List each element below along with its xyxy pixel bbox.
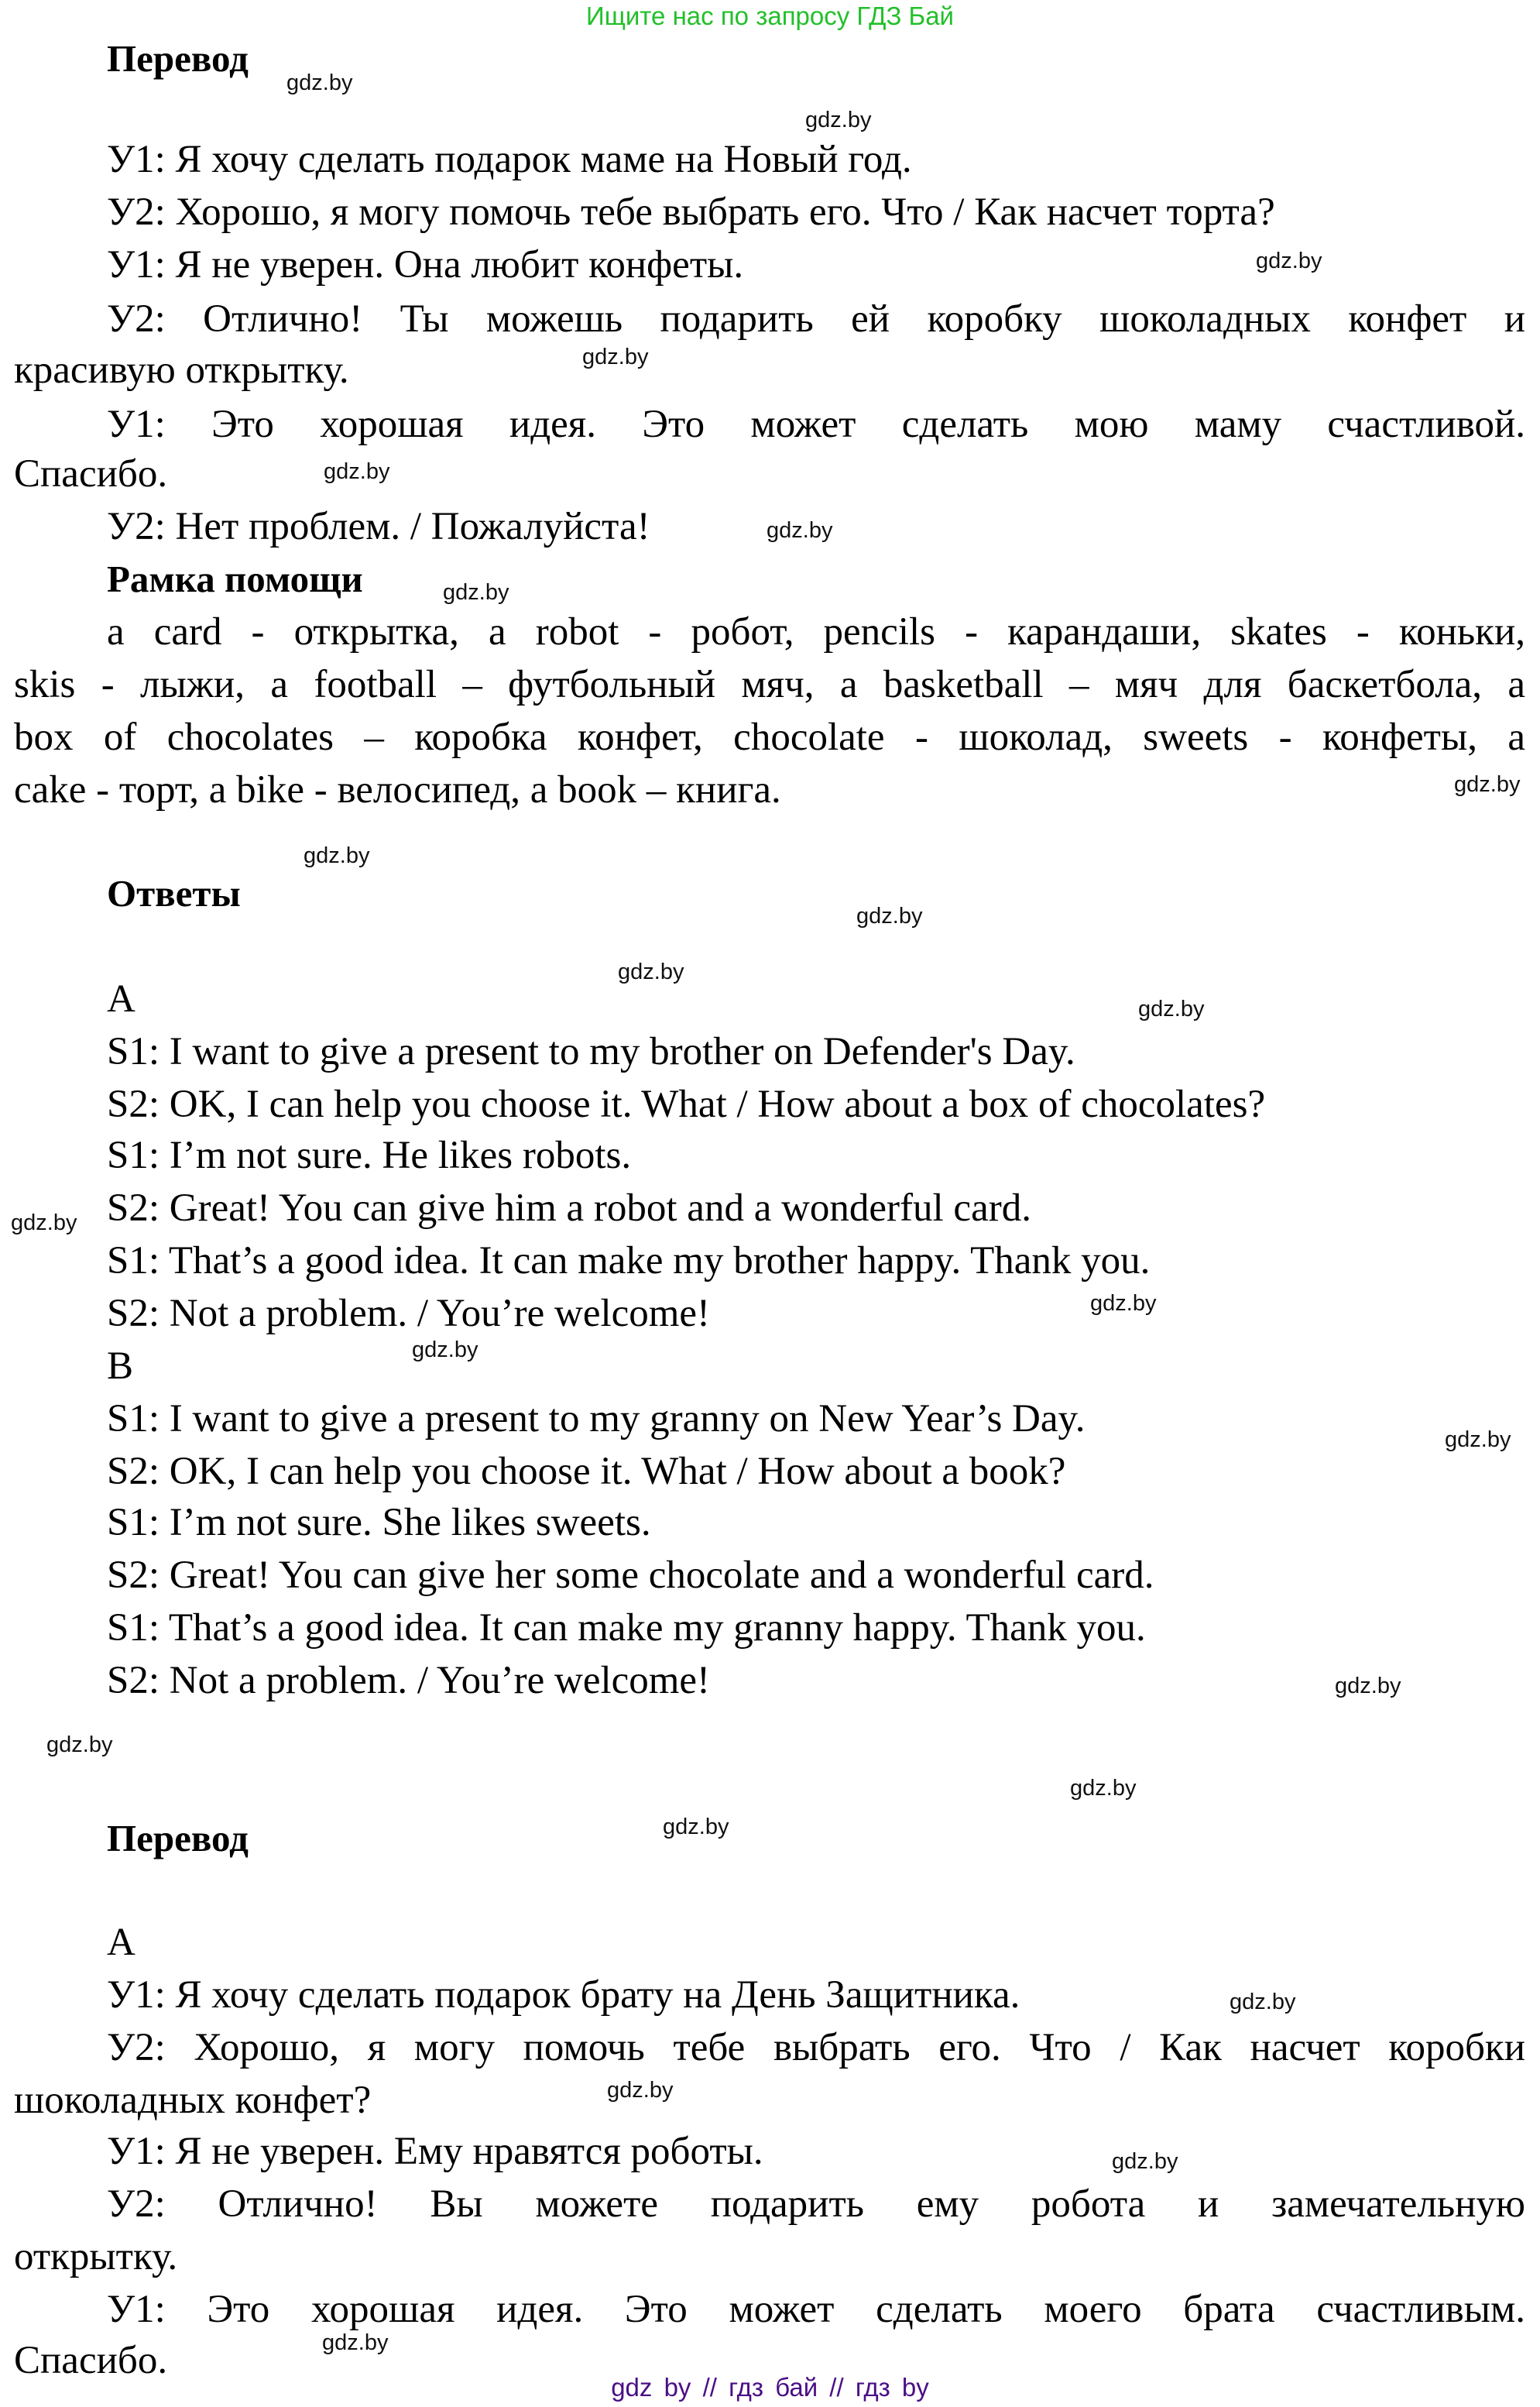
- watermark: gdz.by: [11, 1210, 77, 1235]
- answer-line: S2: Great! You can give her some chocolate and a wonderful card.: [107, 1554, 1154, 1597]
- watermark: gdz.by: [582, 345, 649, 369]
- section-heading-translation: Перевод: [107, 1817, 249, 1859]
- section-heading-answers: Ответы: [107, 872, 241, 915]
- answer-line: S2: Not a problem. / You’re welcome!: [107, 1659, 711, 1702]
- answer-line: S2: Great! You can give him a robot and a wonderful card.: [107, 1186, 1031, 1230]
- answer-line: S1: I want to give a present to my brother on Defender's Day.: [107, 1030, 1075, 1073]
- section-heading-translation: Перевод: [107, 37, 249, 80]
- vocab-line: box of chocolates – коробка конфет, chocolate - шоколад, sweets - конфеты, a: [14, 716, 1525, 759]
- watermark: gdz.by: [1138, 997, 1205, 1022]
- watermark: gdz.by: [1335, 1674, 1401, 1698]
- variant-label: A: [107, 1921, 135, 1964]
- watermark: gdz.by: [1454, 772, 1521, 797]
- watermark: gdz.by: [805, 108, 872, 132]
- watermark: gdz.by: [1112, 2149, 1178, 2174]
- watermark: gdz.by: [1256, 249, 1322, 273]
- watermark: gdz.by: [618, 960, 684, 984]
- dialogue-line: У2: Хорошо, я могу помочь тебе выбрать его. Что / Как насчет коробки: [107, 2026, 1525, 2069]
- dialogue-line-continuation: Спасибо.: [14, 2339, 168, 2382]
- section-heading-help-box: Рамка помощи: [107, 558, 363, 600]
- answer-line: S2: OK, I can help you choose it. What / How about a box of chocolates?: [107, 1083, 1266, 1126]
- watermark: gdz.by: [412, 1337, 478, 1362]
- watermark: gdz.by: [1445, 1427, 1511, 1452]
- dialogue-line: У1: Я хочу сделать подарок маме на Новый год.: [107, 138, 912, 181]
- dialogue-line: У2: Нет проблем. / Пожалуйста!: [107, 505, 650, 548]
- dialogue-line: У2: Отлично! Ты можешь подарить ей коробку шоколадных конфет и: [107, 297, 1525, 341]
- search-banner: Ищите нас по запросу ГДЗ Бай: [586, 2, 954, 30]
- dialogue-line: У1: Я не уверен. Она любит конфеты.: [107, 243, 744, 287]
- watermark: gdz.by: [286, 70, 353, 95]
- watermark: gdz.by: [324, 459, 390, 484]
- watermark: gdz.by: [856, 904, 923, 929]
- dialogue-line: У1: Я не уверен. Ему нравятся роботы.: [107, 2130, 763, 2173]
- answer-line: S1: I want to give a present to my granny on New Year’s Day.: [107, 1397, 1086, 1440]
- dialogue-line-continuation: шоколадных конфет?: [14, 2079, 372, 2122]
- dialogue-line-continuation: красивую открытку.: [14, 349, 349, 392]
- answer-line: S1: I’m not sure. She likes sweets.: [107, 1501, 651, 1544]
- dialogue-line: У1: Это хорошая идея. Это может сделать моего брата счастливым.: [107, 2288, 1525, 2331]
- answer-line: S2: OK, I can help you choose it. What / How about a book?: [107, 1450, 1066, 1493]
- vocab-line: a card - открытка, a robot - робот, pencils - карандаши, skates - коньки,: [107, 610, 1525, 654]
- answer-line: S1: I’m not sure. He likes robots.: [107, 1134, 632, 1177]
- watermark: gdz.by: [767, 518, 833, 543]
- watermark: gdz.by: [1090, 1291, 1157, 1316]
- watermark: gdz.by: [1230, 1990, 1296, 2014]
- dialogue-line-continuation: открытку.: [14, 2235, 178, 2278]
- answer-line: S1: That’s a good idea. It can make my granny happy. Thank you.: [107, 1606, 1146, 1650]
- dialogue-line: У1: Это хорошая идея. Это может сделать мою маму счастливой.: [107, 403, 1525, 446]
- dialogue-line-continuation: Спасибо.: [14, 452, 168, 496]
- watermark: gdz.by: [1070, 1776, 1137, 1801]
- vocab-line: cake - торт, a bike - велосипед, a book – книга.: [14, 768, 781, 812]
- dialogue-line: У2: Отлично! Вы можете подарить ему робота и замечательную: [107, 2182, 1525, 2226]
- watermark: gdz.by: [663, 1815, 729, 1839]
- watermark: gdz.by: [443, 580, 509, 605]
- answer-line: S2: Not a problem. / You’re welcome!: [107, 1292, 711, 1335]
- watermark: gdz.by: [46, 1732, 113, 1757]
- watermark: gdz.by: [607, 2078, 674, 2103]
- variant-label: A: [107, 977, 135, 1021]
- watermark: gdz.by: [322, 2330, 389, 2355]
- watermark: gdz.by: [304, 843, 370, 868]
- vocab-line: skis - лыжи, a football – футбольный мяч, a basketball – мяч для баскетбола, a: [14, 663, 1525, 706]
- dialogue-line: У2: Хорошо, я могу помочь тебе выбрать его. Что / Как насчет торта?: [107, 191, 1275, 234]
- variant-label: B: [107, 1344, 134, 1388]
- answer-line: S1: That’s a good idea. It can make my brother happy. Thank you.: [107, 1239, 1151, 1282]
- dialogue-line: У1: Я хочу сделать подарок брату на День Защитника.: [107, 1973, 1020, 2017]
- footer-links: gdz by // гдз бай // гдз by: [611, 2373, 929, 2402]
